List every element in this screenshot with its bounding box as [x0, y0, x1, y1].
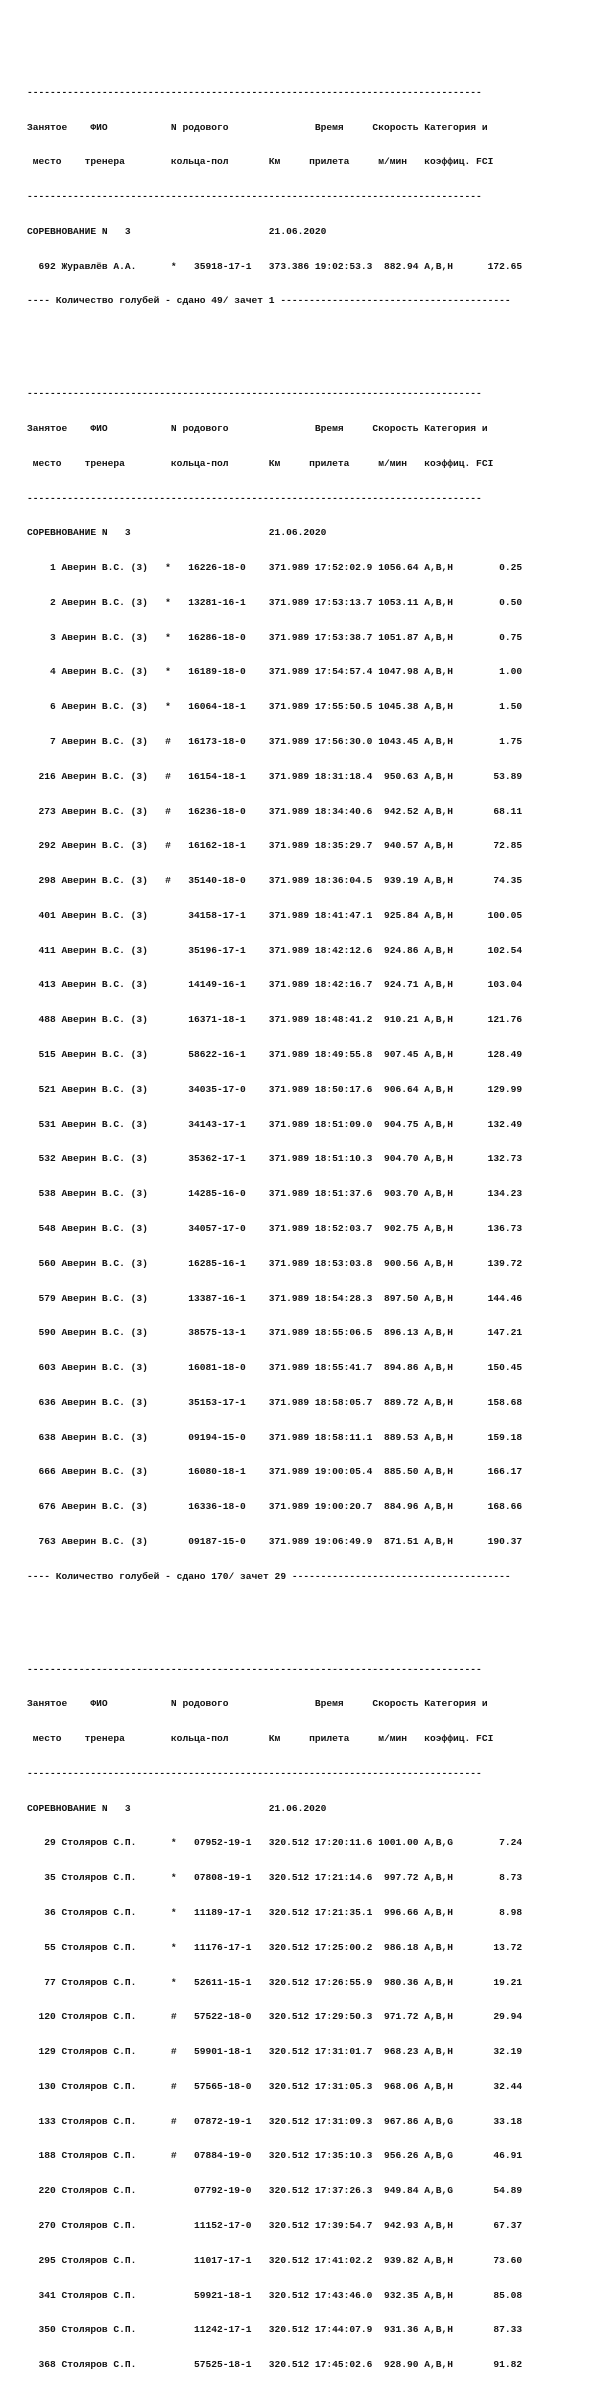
results-section-1 [27, 64, 600, 331]
result-row: 298 Аверин В.С. (3) # 35140-18-0 371.989 18:36:04.5 939.19 A,B,H 74.35 [27, 875, 523, 887]
result-row: 488 Аверин В.С. (3) 16371-18-1 371.989 18:48:41.2 910.21 A,B,H 121.76 [27, 1014, 523, 1026]
result-row: 130 Столяров С.П. # 57565-18-0 320.512 17:31:05.3 968.06 A,B,H 32.44 [27, 2080, 523, 2092]
result-row: 636 Аверин В.С. (3) 35153-17-1 371.989 18:58:05.7 889.72 A,B,H 158.68 [27, 1396, 523, 1408]
result-row: 368 Столяров С.П. 57525-18-1 320.512 17:45:02.6 928.90 A,B,H 91.82 [27, 2359, 523, 2371]
result-row: 413 Аверин В.С. (3) 14149-16-1 371.989 18:42:16.7 924.71 A,B,H 103.04 [27, 979, 523, 991]
result-row: 411 Аверин В.С. (3) 35196-17-1 371.989 18:42:12.6 924.86 A,B,H 102.54 [27, 944, 523, 956]
result-row: 29 Столяров С.П. * 07952-19-1 320.512 17:20:11.6 1001.00 A,B,G 7.24 [27, 1837, 523, 1849]
column-header-line-2: место тренера кольца-пол Км прилета м/мин коэффиц. FCI [27, 1733, 494, 1745]
result-row: 532 Аверин В.С. (3) 35362-17-1 371.989 18:51:10.3 904.70 A,B,H 132.73 [27, 1153, 523, 1165]
result-row: 188 Столяров С.П. # 07884-19-0 320.512 17:35:10.3 956.26 A,B,G 46.91 [27, 2150, 523, 2162]
result-row: 538 Аверин В.С. (3) 14285-16-0 371.989 18:51:37.6 903.70 A,B,H 134.23 [27, 1188, 523, 1200]
result-row: 341 Столяров С.П. 59921-18-1 320.512 17:43:46.0 932.35 A,B,H 85.08 [27, 2289, 523, 2301]
result-row: 292 Аверин В.С. (3) # 16162-18-1 371.989 18:35:29.7 940.57 A,B,H 72.85 [27, 840, 523, 852]
result-row: 548 Аверин В.С. (3) 34057-17-0 371.989 18:52:03.7 902.75 A,B,H 136.73 [27, 1222, 523, 1234]
result-row: 36 Столяров С.П. * 11189-17-1 320.512 17:21:35.1 996.66 A,B,H 8.98 [27, 1906, 523, 1918]
results-document [27, 0, 600, 2406]
header-rule: ------------------------------------------------------------------------------- [27, 388, 482, 400]
competition-line: СОРЕВНОВАНИЕ N 3 21.06.2020 [27, 527, 327, 539]
result-row: 560 Аверин В.С. (3) 16285-16-1 371.989 18:53:03.8 900.56 A,B,H 139.72 [27, 1257, 523, 1269]
top-margin [27, 23, 600, 29]
result-row: 515 Аверин В.С. (3) 58622-16-1 371.989 18:49:55.8 907.45 A,B,H 128.49 [27, 1049, 523, 1061]
result-row: 401 Аверин В.С. (3) 34158-17-1 371.989 18:41:47.1 925.84 A,B,H 100.05 [27, 909, 523, 921]
result-row: 666 Аверин В.С. (3) 16080-18-1 371.989 19:00:05.4 885.50 A,B,H 166.17 [27, 1466, 523, 1478]
result-row: 35 Столяров С.П. * 07808-19-1 320.512 17:21:14.6 997.72 A,B,H 8.73 [27, 1872, 523, 1884]
result-row: 676 Аверин В.С. (3) 16336-18-0 371.989 19:00:20.7 884.96 A,B,H 168.66 [27, 1501, 523, 1513]
result-row: 579 Аверин В.С. (3) 13387-16-1 371.989 18:54:28.3 897.50 A,B,H 144.46 [27, 1292, 523, 1304]
result-row: 120 Столяров С.П. # 57522-18-0 320.512 17:29:50.3 971.72 A,B,H 29.94 [27, 2011, 523, 2023]
result-row: 2 Аверин В.С. (3) * 13281-16-1 371.989 17:53:13.7 1053.11 A,B,H 0.50 [27, 596, 523, 608]
column-header-line-2: место тренера кольца-пол Км прилета м/мин коэффиц. FCI [27, 457, 494, 469]
result-row: 55 Столяров С.П. * 11176-17-1 320.512 17:25:00.2 986.18 A,B,H 13.72 [27, 1941, 523, 1953]
summary-line: ---- Количество голубей - сдано 170/ зачет 29 -------------------------------------- [27, 1570, 511, 1582]
competition-line: СОРЕВНОВАНИЕ N 3 21.06.2020 [27, 1802, 327, 1814]
competition-line: СОРЕВНОВАНИЕ N 3 21.06.2020 [27, 225, 327, 237]
result-row: 638 Аверин В.С. (3) 09194-15-0 371.989 18:58:11.1 889.53 A,B,H 159.18 [27, 1431, 523, 1443]
column-header-line-1: Занятое ФИО N родового Время Скорость Категория и [27, 121, 488, 133]
header-rule: ------------------------------------------------------------------------------- [27, 492, 482, 504]
summary-line: ---- Количество голубей - сдано 49/ зачет 1 ---------------------------------------- [27, 295, 511, 307]
header-rule: ------------------------------------------------------------------------------- [27, 1767, 482, 1779]
result-row: 1 Аверин В.С. (3) * 16226-18-0 371.989 17:52:02.9 1056.64 A,B,H 0.25 [27, 562, 523, 574]
result-row: 216 Аверин В.С. (3) # 16154-18-1 371.989 18:31:18.4 950.63 A,B,H 53.89 [27, 770, 523, 782]
result-row: 603 Аверин В.С. (3) 16081-18-0 371.989 18:55:41.7 894.86 A,B,H 150.45 [27, 1362, 523, 1374]
results-section-2 [27, 365, 600, 1606]
result-row: 7 Аверин В.С. (3) # 16173-18-0 371.989 17:56:30.0 1043.45 A,B,H 1.75 [27, 736, 523, 747]
header-rule: ------------------------------------------------------------------------------- [27, 191, 482, 203]
result-row: 692 Журавлёв А.А. * 35918-17-1 373.386 19:02:53.3 882.94 A,B,H 172.65 [27, 260, 523, 272]
result-row: 4 Аверин В.С. (3) * 16189-18-0 371.989 17:54:57.4 1047.98 A,B,H 1.00 [27, 666, 523, 678]
result-row: 6 Аверин В.С. (3) * 16064-18-1 371.989 17:55:50.5 1045.38 A,B,H 1.50 [27, 701, 523, 713]
result-row: 270 Столяров С.П. 11152-17-0 320.512 17:39:54.7 942.93 A,B,H 67.37 [27, 2220, 523, 2231]
result-row: 295 Столяров С.П. 11017-17-1 320.512 17:41:02.2 939.82 A,B,H 73.60 [27, 2254, 523, 2266]
header-rule: ------------------------------------------------------------------------------- [27, 86, 482, 98]
result-row: 273 Аверин В.С. (3) # 16236-18-0 371.989 18:34:40.6 942.52 A,B,H 68.11 [27, 805, 523, 817]
result-row: 77 Столяров С.П. * 52611-15-1 320.512 17:26:55.9 980.36 A,B,H 19.21 [27, 1976, 523, 1988]
column-header-line-1: Занятое ФИО N родового Время Скорость Категория и [27, 422, 488, 434]
result-row: 220 Столяров С.П. 07792-19-0 320.512 17:37:26.3 949.84 A,B,G 54.89 [27, 2185, 523, 2197]
results-section-3 [27, 1640, 600, 2394]
result-row: 590 Аверин В.С. (3) 38575-13-1 371.989 18:55:06.5 896.13 A,B,H 147.21 [27, 1327, 523, 1339]
header-rule: ------------------------------------------------------------------------------- [27, 1663, 482, 1675]
column-header-line-1: Занятое ФИО N родового Время Скорость Категория и [27, 1698, 488, 1710]
result-row: 531 Аверин В.С. (3) 34143-17-1 371.989 18:51:09.0 904.75 A,B,H 132.49 [27, 1118, 523, 1130]
result-row: 129 Столяров С.П. # 59901-18-1 320.512 17:31:01.7 968.23 A,B,H 32.19 [27, 2046, 523, 2058]
result-row: 133 Столяров С.П. # 07872-19-1 320.512 17:31:09.3 967.86 A,B,G 33.18 [27, 2115, 523, 2127]
result-row: 763 Аверин В.С. (3) 09187-15-0 371.989 19:06:49.9 871.51 A,B,H 190.37 [27, 1535, 523, 1547]
result-row: 3 Аверин В.С. (3) * 16286-18-0 371.989 17:53:38.7 1051.87 A,B,H 0.75 [27, 631, 523, 643]
result-row: 521 Аверин В.С. (3) 34035-17-0 371.989 18:50:17.6 906.64 A,B,H 129.99 [27, 1083, 523, 1095]
column-header-line-2: место тренера кольца-пол Км прилета м/мин коэффиц. FCI [27, 156, 494, 168]
result-row: 350 Столяров С.П. 11242-17-1 320.512 17:44:07.9 931.36 A,B,H 87.33 [27, 2324, 523, 2336]
